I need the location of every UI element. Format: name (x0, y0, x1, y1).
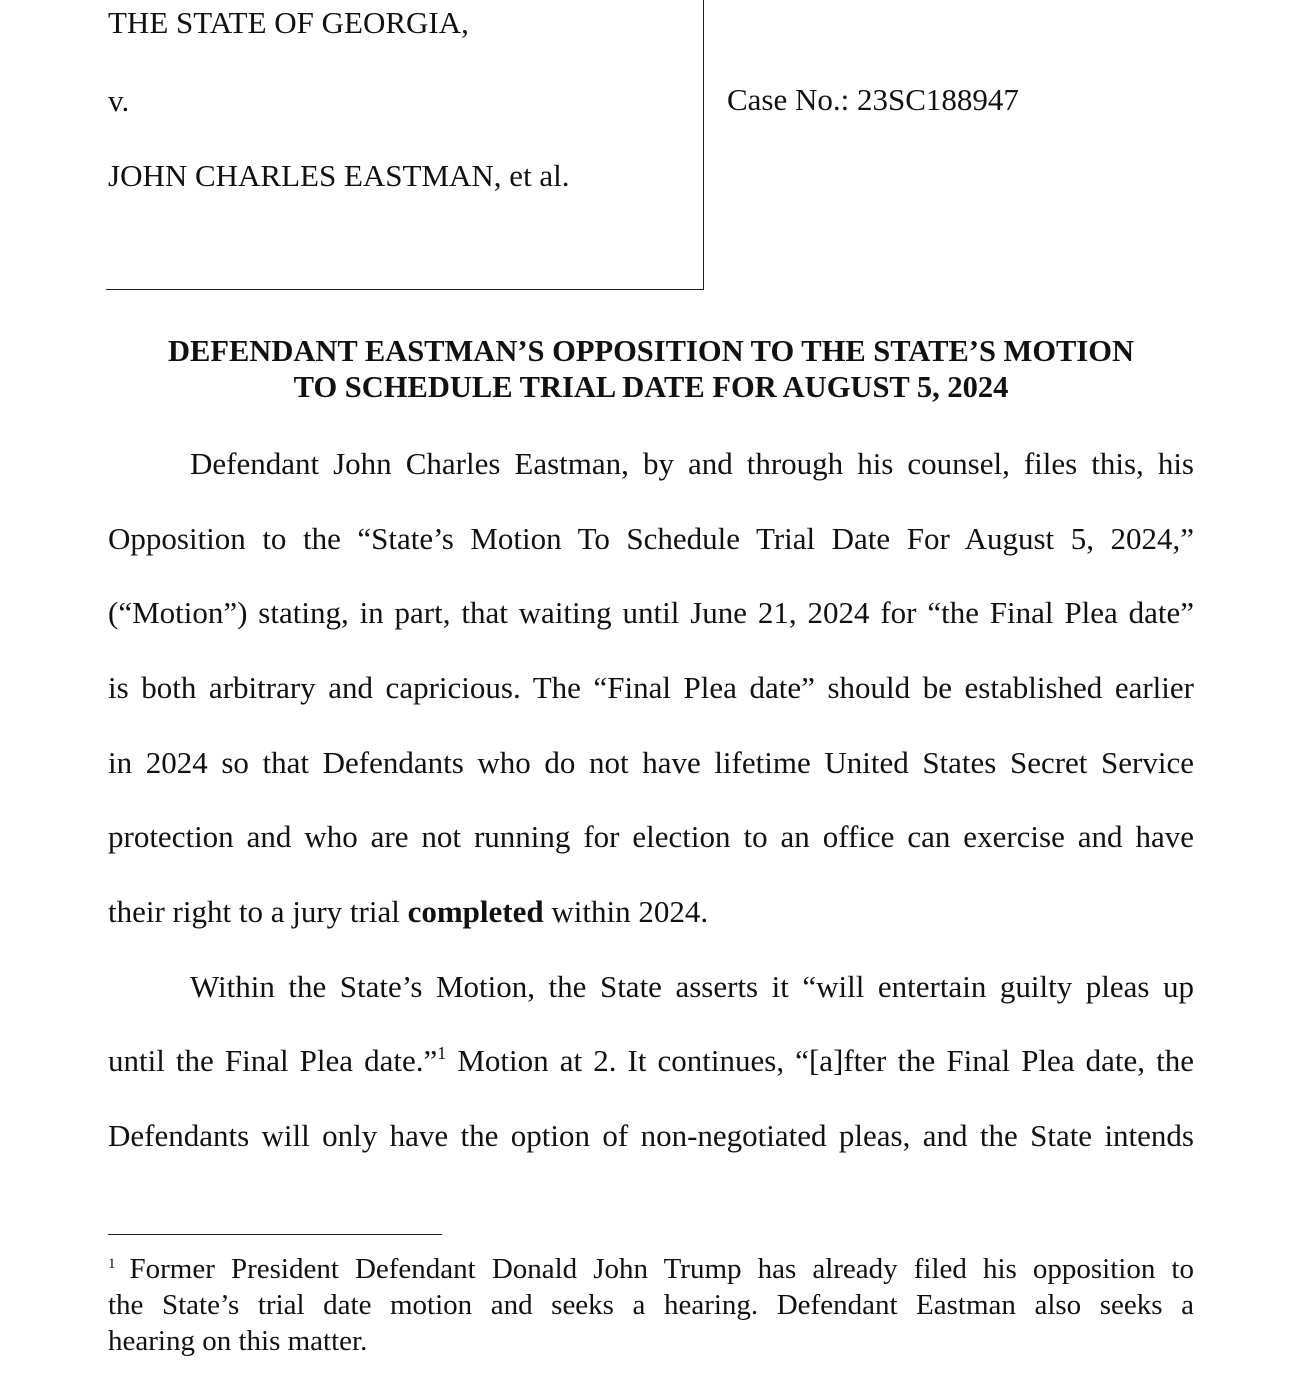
paragraph-2-line-2-end: Motion at 2. It continues, “[a]fter the Final Plea date, the (446, 1043, 1194, 1078)
caption-versus: v. (108, 83, 130, 118)
emphasis-completed: completed (407, 894, 544, 929)
paragraph-2-line-2-start: until the Final Plea date.” (108, 1043, 438, 1078)
footnote-line-2: the State’s trial date motion and seeks a hearing. Defendant Eastman also seeks a (108, 1289, 1194, 1321)
paragraph-1-line-1: Defendant John Charles Eastman, by and through his counsel, files this, his (190, 446, 1194, 481)
caption-defendant: JOHN CHARLES EASTMAN, et al. (108, 158, 570, 193)
title-line-2: TO SCHEDULE TRIAL DATE FOR AUGUST 5, 2024 (293, 370, 1009, 404)
paragraph-1-line-7-end: within 2024. (543, 894, 709, 929)
case-caption-box (106, 0, 704, 290)
paragraph-1-line-4: is both arbitrary and capricious. The “Final Plea date” should be established earlier (108, 670, 1194, 705)
paragraph-1-line-2: Opposition to the “State’s Motion To Schedule Trial Date For August 5, 2024,” (108, 521, 1194, 556)
paragraph-2-line-3: Defendants will only have the option of non-negotiated pleas, and the State intends (108, 1118, 1194, 1153)
footnote-line-1 (108, 1252, 1194, 1286)
paragraph-1-line-5: in 2024 so that Defendants who do not have lifetime United States Secret Service (108, 745, 1194, 780)
paragraph-1-line-3: (“Motion”) stating, in part, that waiting until June 21, 2024 for “the Final Plea date” (108, 595, 1194, 630)
footnote-marker: 1 (108, 1256, 116, 1272)
footnote-reference[interactable]: 1 (437, 1043, 447, 1063)
paragraph-1-line-7 (108, 893, 1194, 931)
paragraph-1-line-7-start: their right to a jury trial (108, 894, 408, 929)
case-number: Case No.: 23SC188947 (727, 82, 1019, 117)
title-line-1: DEFENDANT EASTMAN’S OPPOSITION TO THE STATE’S MOTION (167, 334, 1135, 368)
footnote-line-3: hearing on this matter. (108, 1325, 368, 1357)
document-title (108, 333, 1194, 405)
paragraph-2-line-1: Within the State’s Motion, the State asserts it “will entertain guilty pleas up (190, 969, 1194, 1004)
paragraph-2-line-2 (108, 1042, 1194, 1080)
footnote-line-1-text: Former President Defendant Donald John Trump has already filed his opposition to (129, 1253, 1194, 1285)
footnote-separator (108, 1234, 442, 1235)
caption-plaintiff: THE STATE OF GEORGIA, (108, 5, 469, 40)
paragraph-1-line-6: protection and who are not running for election to an office can exercise and have (108, 819, 1194, 854)
